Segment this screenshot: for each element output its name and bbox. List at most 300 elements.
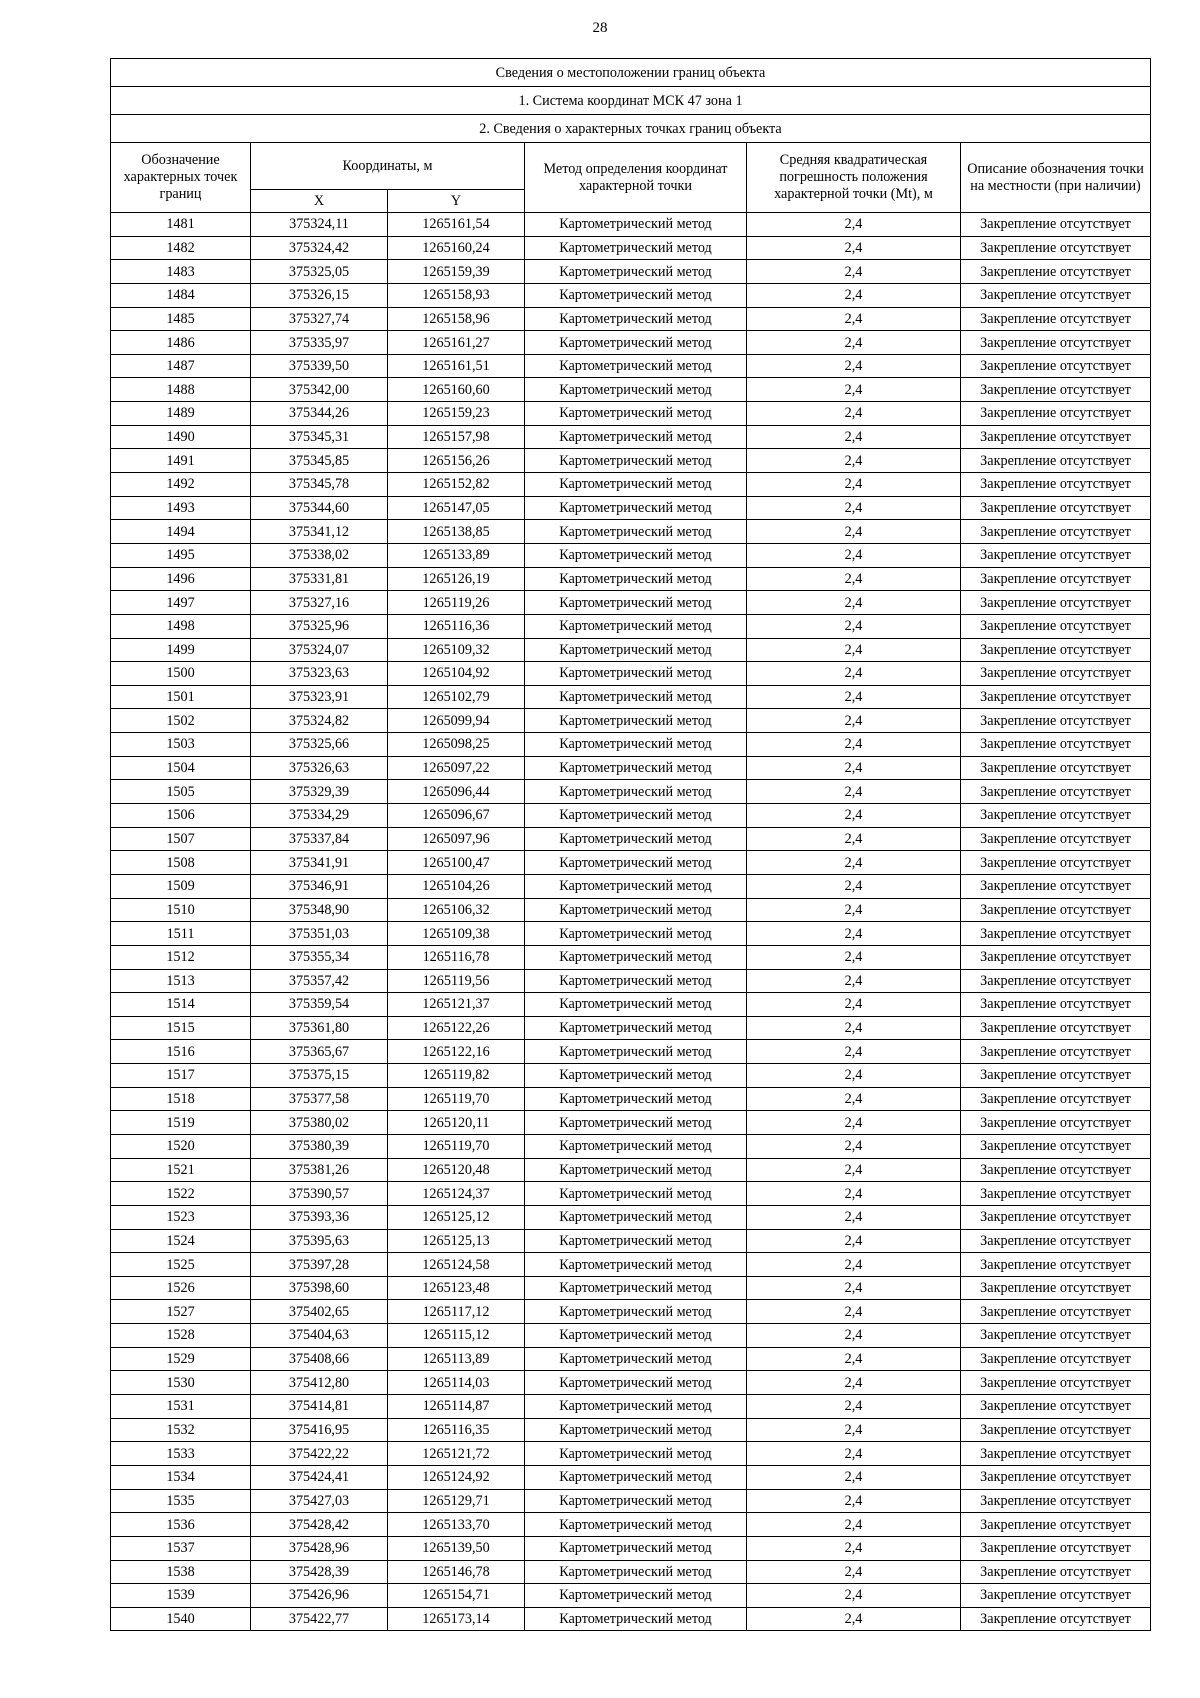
error-cell: 2,4 — [747, 1158, 961, 1182]
y-cell: 1265109,38 — [388, 922, 525, 946]
point-id-cell: 1538 — [111, 1560, 251, 1584]
method-cell: Картометрический метод — [525, 378, 747, 402]
y-cell: 1265119,70 — [388, 1134, 525, 1158]
x-cell: 375326,15 — [251, 283, 388, 307]
method-cell: Картометрический метод — [525, 898, 747, 922]
point-id-cell: 1501 — [111, 685, 251, 709]
point-id-cell: 1503 — [111, 733, 251, 757]
table-row — [111, 1465, 1151, 1489]
method-cell: Картометрический метод — [525, 780, 747, 804]
error-cell: 2,4 — [747, 662, 961, 686]
description-cell: Закрепление отсутствует — [961, 662, 1151, 686]
point-id-cell: 1495 — [111, 543, 251, 567]
point-id-cell: 1523 — [111, 1205, 251, 1229]
point-id-cell: 1516 — [111, 1040, 251, 1064]
description-cell: Закрепление отсутствует — [961, 756, 1151, 780]
point-id-cell: 1527 — [111, 1300, 251, 1324]
point-id-cell: 1540 — [111, 1607, 251, 1631]
point-id-cell: 1536 — [111, 1513, 251, 1537]
table-title: Сведения о местоположении границ объекта — [111, 59, 1151, 87]
x-cell: 375345,78 — [251, 473, 388, 497]
description-cell: Закрепление отсутствует — [961, 1395, 1151, 1419]
table-row — [111, 1040, 1151, 1064]
point-id-cell: 1526 — [111, 1276, 251, 1300]
table-row — [111, 1300, 1151, 1324]
table-row — [111, 354, 1151, 378]
table-row — [111, 402, 1151, 426]
x-cell: 375395,63 — [251, 1229, 388, 1253]
table-row — [111, 1513, 1151, 1537]
description-cell: Закрепление отсутствует — [961, 473, 1151, 497]
y-cell: 1265119,70 — [388, 1087, 525, 1111]
y-cell: 1265119,26 — [388, 591, 525, 615]
error-cell: 2,4 — [747, 402, 961, 426]
description-cell: Закрепление отсутствует — [961, 520, 1151, 544]
method-cell: Картометрический метод — [525, 1465, 747, 1489]
table-row — [111, 1134, 1151, 1158]
method-cell: Картометрический метод — [525, 1205, 747, 1229]
description-cell: Закрепление отсутствует — [961, 449, 1151, 473]
y-cell: 1265114,03 — [388, 1371, 525, 1395]
table-row — [111, 614, 1151, 638]
error-cell: 2,4 — [747, 1182, 961, 1206]
y-cell: 1265129,71 — [388, 1489, 525, 1513]
x-cell: 375361,80 — [251, 1016, 388, 1040]
point-id-cell: 1522 — [111, 1182, 251, 1206]
description-cell: Закрепление отсутствует — [961, 1087, 1151, 1111]
y-cell: 1265098,25 — [388, 733, 525, 757]
y-cell: 1265159,23 — [388, 402, 525, 426]
x-cell: 375335,97 — [251, 331, 388, 355]
error-cell: 2,4 — [747, 709, 961, 733]
error-cell: 2,4 — [747, 1253, 961, 1277]
table-row — [111, 1347, 1151, 1371]
table-row — [111, 733, 1151, 757]
method-cell: Картометрический метод — [525, 1040, 747, 1064]
method-cell: Картометрический метод — [525, 473, 747, 497]
error-cell: 2,4 — [747, 1607, 961, 1631]
point-id-cell: 1486 — [111, 331, 251, 355]
description-cell: Закрепление отсутствует — [961, 378, 1151, 402]
method-cell: Картометрический метод — [525, 283, 747, 307]
method-cell: Картометрический метод — [525, 685, 747, 709]
table-row — [111, 449, 1151, 473]
description-cell: Закрепление отсутствует — [961, 1300, 1151, 1324]
method-cell: Картометрический метод — [525, 1276, 747, 1300]
method-cell: Картометрический метод — [525, 733, 747, 757]
method-cell: Картометрический метод — [525, 638, 747, 662]
y-cell: 1265117,12 — [388, 1300, 525, 1324]
x-cell: 375377,58 — [251, 1087, 388, 1111]
table-row — [111, 1276, 1151, 1300]
description-cell: Закрепление отсутствует — [961, 780, 1151, 804]
table-row — [111, 1087, 1151, 1111]
error-cell: 2,4 — [747, 1016, 961, 1040]
x-cell: 375428,39 — [251, 1560, 388, 1584]
x-cell: 375422,22 — [251, 1442, 388, 1466]
method-cell: Картометрический метод — [525, 1134, 747, 1158]
error-cell: 2,4 — [747, 449, 961, 473]
description-cell: Закрепление отсутствует — [961, 567, 1151, 591]
error-cell: 2,4 — [747, 1300, 961, 1324]
table-row — [111, 1489, 1151, 1513]
point-id-cell: 1507 — [111, 827, 251, 851]
y-cell: 1265152,82 — [388, 473, 525, 497]
table-row — [111, 945, 1151, 969]
y-cell: 1265154,71 — [388, 1584, 525, 1608]
method-cell: Картометрический метод — [525, 1395, 747, 1419]
table-row — [111, 827, 1151, 851]
header-description: Описание обозначения точки на местности (при наличии) — [961, 143, 1151, 213]
description-cell: Закрепление отсутствует — [961, 945, 1151, 969]
error-cell: 2,4 — [747, 496, 961, 520]
point-id-cell: 1482 — [111, 236, 251, 260]
description-cell: Закрепление отсутствует — [961, 354, 1151, 378]
y-cell: 1265120,11 — [388, 1111, 525, 1135]
description-cell: Закрепление отсутствует — [961, 1584, 1151, 1608]
point-id-cell: 1521 — [111, 1158, 251, 1182]
x-cell: 375342,00 — [251, 378, 388, 402]
description-cell: Закрепление отсутствует — [961, 638, 1151, 662]
points-section-title: 2. Сведения о характерных точках границ объекта — [111, 115, 1151, 143]
y-cell: 1265146,78 — [388, 1560, 525, 1584]
description-cell: Закрепление отсутствует — [961, 1536, 1151, 1560]
table-body — [111, 213, 1151, 1631]
table-row — [111, 378, 1151, 402]
point-id-cell: 1504 — [111, 756, 251, 780]
error-cell: 2,4 — [747, 1087, 961, 1111]
table-row — [111, 662, 1151, 686]
table-row — [111, 496, 1151, 520]
table-row — [111, 1442, 1151, 1466]
description-cell: Закрепление отсутствует — [961, 827, 1151, 851]
error-cell: 2,4 — [747, 425, 961, 449]
coordinate-system-title: 1. Система координат МСК 47 зона 1 — [111, 87, 1151, 115]
x-cell: 375359,54 — [251, 993, 388, 1017]
description-cell: Закрепление отсутствует — [961, 1064, 1151, 1088]
description-cell: Закрепление отсутствует — [961, 331, 1151, 355]
point-id-cell: 1484 — [111, 283, 251, 307]
y-cell: 1265125,12 — [388, 1205, 525, 1229]
method-cell: Картометрический метод — [525, 1607, 747, 1631]
description-cell: Закрепление отсутствует — [961, 1607, 1151, 1631]
description-cell: Закрепление отсутствует — [961, 1040, 1151, 1064]
x-cell: 375341,91 — [251, 851, 388, 875]
method-cell: Картометрический метод — [525, 1536, 747, 1560]
y-cell: 1265119,56 — [388, 969, 525, 993]
table-row — [111, 1607, 1151, 1631]
table-row — [111, 283, 1151, 307]
y-cell: 1265121,72 — [388, 1442, 525, 1466]
x-cell: 375365,67 — [251, 1040, 388, 1064]
table-row — [111, 1111, 1151, 1135]
x-cell: 375390,57 — [251, 1182, 388, 1206]
y-cell: 1265157,98 — [388, 425, 525, 449]
point-id-cell: 1533 — [111, 1442, 251, 1466]
error-cell: 2,4 — [747, 1229, 961, 1253]
y-cell: 1265158,93 — [388, 283, 525, 307]
y-cell: 1265097,96 — [388, 827, 525, 851]
description-cell: Закрепление отсутствует — [961, 851, 1151, 875]
x-cell: 375345,31 — [251, 425, 388, 449]
method-cell: Картометрический метод — [525, 1489, 747, 1513]
description-cell: Закрепление отсутствует — [961, 1371, 1151, 1395]
description-cell: Закрепление отсутствует — [961, 1205, 1151, 1229]
description-cell: Закрепление отсутствует — [961, 709, 1151, 733]
method-cell: Картометрический метод — [525, 331, 747, 355]
method-cell: Картометрический метод — [525, 402, 747, 426]
y-cell: 1265116,78 — [388, 945, 525, 969]
x-cell: 375351,03 — [251, 922, 388, 946]
y-cell: 1265109,32 — [388, 638, 525, 662]
error-cell: 2,4 — [747, 898, 961, 922]
description-cell: Закрепление отсутствует — [961, 307, 1151, 331]
point-id-cell: 1483 — [111, 260, 251, 284]
point-id-cell: 1487 — [111, 354, 251, 378]
point-id-cell: 1539 — [111, 1584, 251, 1608]
x-cell: 375325,66 — [251, 733, 388, 757]
x-cell: 375337,84 — [251, 827, 388, 851]
point-id-cell: 1519 — [111, 1111, 251, 1135]
table-row — [111, 1560, 1151, 1584]
table-row — [111, 567, 1151, 591]
y-cell: 1265104,26 — [388, 874, 525, 898]
y-cell: 1265159,39 — [388, 260, 525, 284]
point-id-cell: 1530 — [111, 1371, 251, 1395]
x-cell: 375355,34 — [251, 945, 388, 969]
error-cell: 2,4 — [747, 1347, 961, 1371]
table-row — [111, 1418, 1151, 1442]
x-cell: 375341,12 — [251, 520, 388, 544]
description-cell: Закрепление отсутствует — [961, 1276, 1151, 1300]
description-cell: Закрепление отсутствует — [961, 898, 1151, 922]
method-cell: Картометрический метод — [525, 922, 747, 946]
point-id-cell: 1496 — [111, 567, 251, 591]
table-row — [111, 591, 1151, 615]
description-cell: Закрепление отсутствует — [961, 993, 1151, 1017]
method-cell: Картометрический метод — [525, 662, 747, 686]
error-cell: 2,4 — [747, 1064, 961, 1088]
x-cell: 375327,74 — [251, 307, 388, 331]
error-cell: 2,4 — [747, 283, 961, 307]
point-id-cell: 1499 — [111, 638, 251, 662]
error-cell: 2,4 — [747, 260, 961, 284]
error-cell: 2,4 — [747, 1465, 961, 1489]
table-row — [111, 1016, 1151, 1040]
y-cell: 1265099,94 — [388, 709, 525, 733]
point-id-cell: 1494 — [111, 520, 251, 544]
y-cell: 1265113,89 — [388, 1347, 525, 1371]
table-row — [111, 1395, 1151, 1419]
y-cell: 1265139,50 — [388, 1536, 525, 1560]
error-cell: 2,4 — [747, 1536, 961, 1560]
method-cell: Картометрический метод — [525, 804, 747, 828]
method-cell: Картометрический метод — [525, 260, 747, 284]
error-cell: 2,4 — [747, 591, 961, 615]
x-cell: 375325,05 — [251, 260, 388, 284]
error-cell: 2,4 — [747, 874, 961, 898]
x-cell: 375422,77 — [251, 1607, 388, 1631]
error-cell: 2,4 — [747, 827, 961, 851]
error-cell: 2,4 — [747, 520, 961, 544]
y-cell: 1265116,36 — [388, 614, 525, 638]
point-id-cell: 1512 — [111, 945, 251, 969]
method-cell: Картометрический метод — [525, 1442, 747, 1466]
table-row — [111, 1324, 1151, 1348]
x-cell: 375344,60 — [251, 496, 388, 520]
x-cell: 375326,63 — [251, 756, 388, 780]
boundary-points-table — [110, 58, 1151, 1631]
error-cell: 2,4 — [747, 804, 961, 828]
description-cell: Закрепление отсутствует — [961, 213, 1151, 237]
table-row — [111, 213, 1151, 237]
method-cell: Картометрический метод — [525, 827, 747, 851]
error-cell: 2,4 — [747, 922, 961, 946]
table-row — [111, 1584, 1151, 1608]
y-cell: 1265096,44 — [388, 780, 525, 804]
method-cell: Картометрический метод — [525, 1560, 747, 1584]
error-cell: 2,4 — [747, 1489, 961, 1513]
point-id-cell: 1520 — [111, 1134, 251, 1158]
x-cell: 375424,41 — [251, 1465, 388, 1489]
method-cell: Картометрический метод — [525, 236, 747, 260]
x-cell: 375408,66 — [251, 1347, 388, 1371]
table-row — [111, 1182, 1151, 1206]
x-cell: 375393,36 — [251, 1205, 388, 1229]
point-id-cell: 1515 — [111, 1016, 251, 1040]
table-row — [111, 709, 1151, 733]
table-row — [111, 1536, 1151, 1560]
x-cell: 375327,16 — [251, 591, 388, 615]
table-row — [111, 780, 1151, 804]
error-cell: 2,4 — [747, 1324, 961, 1348]
y-cell: 1265161,54 — [388, 213, 525, 237]
method-cell: Картометрический метод — [525, 1347, 747, 1371]
y-cell: 1265156,26 — [388, 449, 525, 473]
x-cell: 375323,63 — [251, 662, 388, 686]
error-cell: 2,4 — [747, 756, 961, 780]
error-cell: 2,4 — [747, 1371, 961, 1395]
description-cell: Закрепление отсутствует — [961, 1016, 1151, 1040]
x-cell: 375404,63 — [251, 1324, 388, 1348]
y-cell: 1265124,92 — [388, 1465, 525, 1489]
table-row — [111, 922, 1151, 946]
point-id-cell: 1529 — [111, 1347, 251, 1371]
header-y: Y — [388, 190, 525, 213]
point-id-cell: 1525 — [111, 1253, 251, 1277]
method-cell: Картометрический метод — [525, 969, 747, 993]
description-cell: Закрепление отсутствует — [961, 260, 1151, 284]
description-cell: Закрепление отсутствует — [961, 614, 1151, 638]
error-cell: 2,4 — [747, 1513, 961, 1537]
y-cell: 1265147,05 — [388, 496, 525, 520]
header-point: Обозначение характерных точек границ — [111, 143, 251, 213]
y-cell: 1265160,24 — [388, 236, 525, 260]
table-row — [111, 331, 1151, 355]
x-cell: 375345,85 — [251, 449, 388, 473]
point-id-cell: 1481 — [111, 213, 251, 237]
x-cell: 375416,95 — [251, 1418, 388, 1442]
method-cell: Картометрический метод — [525, 1300, 747, 1324]
x-cell: 375375,15 — [251, 1064, 388, 1088]
y-cell: 1265124,37 — [388, 1182, 525, 1206]
x-cell: 375428,96 — [251, 1536, 388, 1560]
error-cell: 2,4 — [747, 1395, 961, 1419]
method-cell: Картометрический метод — [525, 1064, 747, 1088]
point-id-cell: 1508 — [111, 851, 251, 875]
error-cell: 2,4 — [747, 1442, 961, 1466]
header-method: Метод определения координат характерной точки — [525, 143, 747, 213]
x-cell: 375324,82 — [251, 709, 388, 733]
y-cell: 1265138,85 — [388, 520, 525, 544]
table-row — [111, 425, 1151, 449]
method-cell: Картометрический метод — [525, 1111, 747, 1135]
point-id-cell: 1532 — [111, 1418, 251, 1442]
table-row — [111, 874, 1151, 898]
error-cell: 2,4 — [747, 1418, 961, 1442]
error-cell: 2,4 — [747, 614, 961, 638]
table-row — [111, 969, 1151, 993]
description-cell: Закрепление отсутствует — [961, 1253, 1151, 1277]
error-cell: 2,4 — [747, 307, 961, 331]
description-cell: Закрепление отсутствует — [961, 1229, 1151, 1253]
table-row — [111, 1371, 1151, 1395]
y-cell: 1265161,27 — [388, 331, 525, 355]
y-cell: 1265133,70 — [388, 1513, 525, 1537]
error-cell: 2,4 — [747, 733, 961, 757]
y-cell: 1265106,32 — [388, 898, 525, 922]
description-cell: Закрепление отсутствует — [961, 733, 1151, 757]
point-id-cell: 1534 — [111, 1465, 251, 1489]
x-cell: 375426,96 — [251, 1584, 388, 1608]
y-cell: 1265097,22 — [388, 756, 525, 780]
error-cell: 2,4 — [747, 543, 961, 567]
error-cell: 2,4 — [747, 1134, 961, 1158]
y-cell: 1265158,96 — [388, 307, 525, 331]
x-cell: 375344,26 — [251, 402, 388, 426]
point-id-cell: 1510 — [111, 898, 251, 922]
page-number: 28 — [592, 20, 608, 36]
error-cell: 2,4 — [747, 1040, 961, 1064]
x-cell: 375323,91 — [251, 685, 388, 709]
x-cell: 375331,81 — [251, 567, 388, 591]
method-cell: Картометрический метод — [525, 496, 747, 520]
y-cell: 1265133,89 — [388, 543, 525, 567]
method-cell: Картометрический метод — [525, 614, 747, 638]
header-error: Средняя квадратическая погрешность положения характерной точки (Mt), м — [747, 143, 961, 213]
table-row — [111, 756, 1151, 780]
y-cell: 1265119,82 — [388, 1064, 525, 1088]
method-cell: Картометрический метод — [525, 425, 747, 449]
error-cell: 2,4 — [747, 331, 961, 355]
description-cell: Закрепление отсутствует — [961, 1465, 1151, 1489]
method-cell: Картометрический метод — [525, 1087, 747, 1111]
method-cell: Картометрический метод — [525, 1584, 747, 1608]
table-row — [111, 851, 1151, 875]
error-cell: 2,4 — [747, 354, 961, 378]
description-cell: Закрепление отсутствует — [961, 591, 1151, 615]
method-cell: Картометрический метод — [525, 567, 747, 591]
y-cell: 1265122,16 — [388, 1040, 525, 1064]
description-cell: Закрепление отсутствует — [961, 1182, 1151, 1206]
error-cell: 2,4 — [747, 567, 961, 591]
header-x: X — [251, 190, 388, 213]
table-row — [111, 638, 1151, 662]
x-cell: 375402,65 — [251, 1300, 388, 1324]
description-cell: Закрепление отсутствует — [961, 496, 1151, 520]
description-cell: Закрепление отсутствует — [961, 1513, 1151, 1537]
method-cell: Картометрический метод — [525, 213, 747, 237]
